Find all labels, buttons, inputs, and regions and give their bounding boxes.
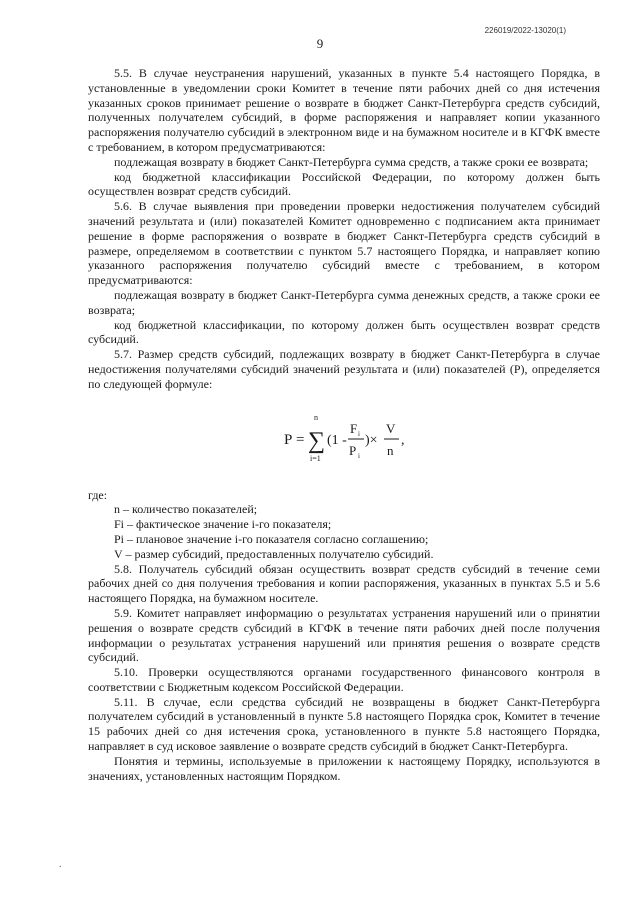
paragraph-5-6-item-code: код бюджетной классификации, по которому должен быть осуществлен возврат средств субсидий. [88,317,600,347]
paragraph-5-8: 5.8. Получатель субсидий обязан осуществить возврат средств субсидий в течение семи рабочих дней со дня получения требования и копии распоряжения, указанных в пунктах 5.5 и 5.6 настоящего Порядка, на бумажном носителе. [88,561,600,606]
definition-pi: Pi – плановое значение i-го показателя согласно соглашению; [114,531,429,546]
formula-lhs: P [284,431,293,448]
formula-svg [278,404,428,474]
formula-comma: , [401,432,405,448]
refund-formula [88,404,600,474]
document-registration-number: 226019/2022-13020(1) [484,26,566,35]
paragraph-5-11: 5.11. В случае, если средства субсидий не возвращены в бюджет Санкт-Петербурга получателем субсидий в установленный в пункте 5.8 настоящего Порядка срок, Комитет в течение 15 рабочих дней со дня истечения срока, установленного в пункте 5.8 настоящего Порядка, направляет в суд исковое заявление о возврате средств субсидий в бюджет Санкт-Петербурга. [88,694,600,754]
paragraph-terms: Понятия и термины, используемые в приложении к настоящему Порядку, используются в значениях, установленных настоящим Порядком. [88,753,600,783]
formula-numerator-f: F [350,420,358,436]
definitions-where: где: [88,487,108,502]
paragraph-5-6-item-sum: подлежащая возврату в бюджет Санкт-Петербурга сумма денежных средств, а также сроки ее возврата; [88,287,600,317]
formula-denominator-n: n [387,442,394,458]
formula-denominator-p: P [349,442,357,458]
page-number: 9 [316,36,324,51]
formula-denominator-p-sub: i [358,451,360,460]
paragraph-5-5: 5.5. В случае неустранения нарушений, указанных в пункте 5.4 настоящего Порядка, в установленные в уведомлении сроки Комитет в течение пяти рабочих дней со дня истечения указанных сроков принимает решение о возврате в бюджет Санкт-Петербурга средств субсидий, полученных получателем субсидий, в форме распоряжения и направляет копии указанного распоряжения получателю субсидий в электронном виде и на бумажном носителе и в КГФК вместе с требованием, в котором предусматриваются: [88,66,600,154]
paragraph-5-5-item-sum: подлежащая возврату в бюджет Санкт-Петербурга сумма средств, а также сроки ее возврата; [114,154,589,169]
formula-one-minus: (1 - [327,432,347,448]
paragraph-5-9: 5.9. Комитет направляет информацию о результатах устранения нарушений или о принятии решения о возврате средств субсидий в КГФК в течение пяти рабочих дней после получения информации о результатах устранения нарушений или принятия решения о возврате средств субсидий. [88,605,600,665]
formula-numerator-v: V [386,420,396,436]
paragraph-5-7: 5.7. Размер средств субсидий, подлежащих возврату в бюджет Санкт-Петербурга в случае недостижения получателями субсидий значений результата и (или) показателей (Р), определяется по следующей формуле: [88,347,600,391]
formula-times: )× [365,432,378,448]
formula-sum-lower: i=1 [310,453,321,463]
document-body [88,66,600,783]
formula-sum-upper: n [314,412,318,422]
definition-n: n – количество показателей; [114,502,258,517]
footer-mark: . [59,859,62,870]
formula-sum-sign: ∑ [308,427,326,454]
definition-v: V – размер субсидий, предоставленных получателю субсидий. [114,546,434,561]
definition-fi: Fi – фактическое значение i-го показателя; [114,517,332,532]
formula-equals: = [296,431,305,448]
paragraph-5-10: 5.10. Проверки осуществляются органами государственного финансового контроля в соответствии с Бюджетным кодексом Российской Федерации. [88,665,600,694]
formula-numerator-f-sub: i [358,429,360,438]
paragraph-5-5-item-code: код бюджетной классификации Российской Федерации, по которому должен быть осуществлен возврат средств субсидий. [88,169,600,199]
paragraph-5-6: 5.6. В случае выявления при проведении проверки недостижения получателем субсидий значений результата и (или) показателей Комитет одновременно с подписанием акта принимает решение в форме распоряжения о возврате в бюджет Санкт-Петербурга средств субсидий в размере, определяемом в соответствии с пунктом 5.7 настоящего Порядка, и направляет копию указанного распоряжения получателю субсидий вместе с требованием, в котором предусматриваются: [88,199,600,288]
